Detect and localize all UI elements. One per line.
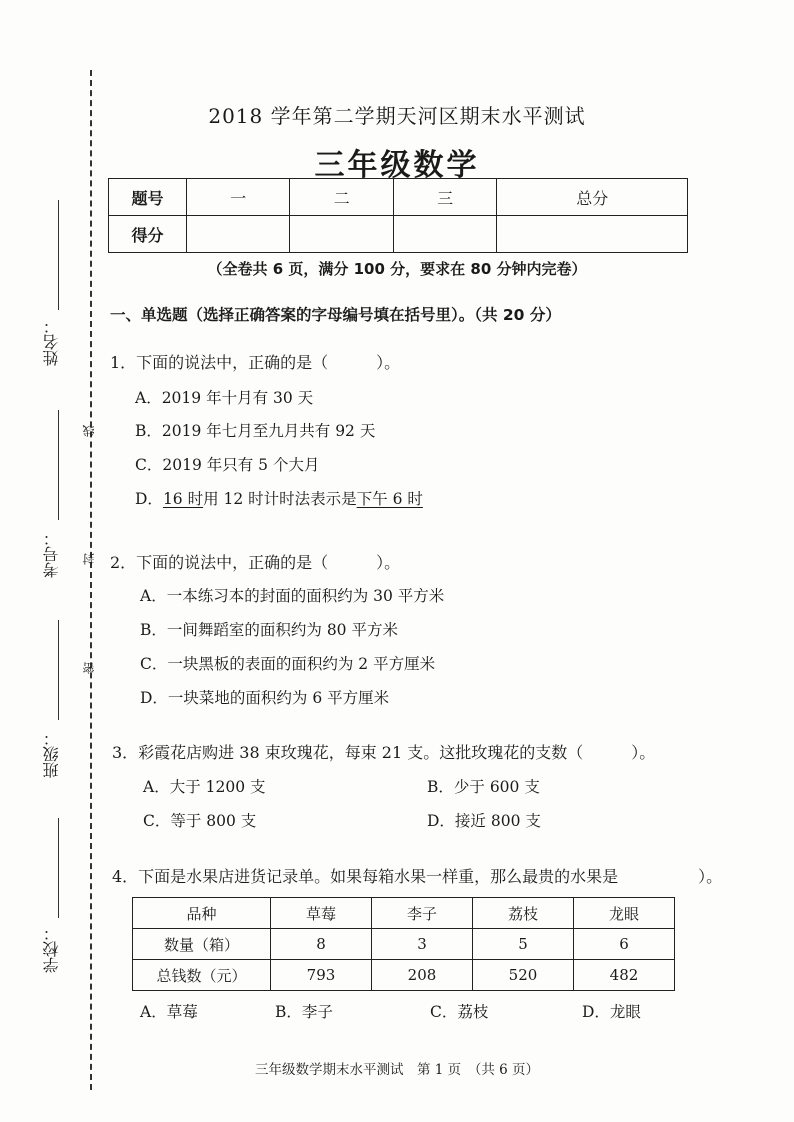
table-cell: 品种 [133,898,271,929]
question-2-option-c: C．一块黑板的表面的面积约为 2 平方厘米 [140,655,436,673]
table-cell: 数量（箱） [133,929,271,960]
seal-mark-feng: 封 [82,553,96,565]
binding-dashed-line [90,70,92,1090]
seal-mark-xian: 线 [82,425,96,437]
option-d-underlined-1: 16 时 [162,490,204,508]
score-cell: 三 [393,179,496,216]
question-3-stem: 3．彩霞花店购进 38 束玫瑰花，每束 21 支。这批玫瑰花的支数（ ）。 [112,743,656,762]
option-d-prefix: D． [135,490,163,508]
question-4-stem: 4．下面是水果店进货记录单。如果每箱水果一样重，那么最贵的水果是 ）。 [112,867,723,886]
table-cell: 草莓 [271,898,372,929]
table-row [133,898,675,929]
score-table [108,178,688,253]
name-label: 姓名： [42,318,61,366]
question-4-option-d: D．龙眼 [582,1003,641,1021]
table-cell: 李子 [372,898,473,929]
score-blank-cell[interactable] [393,216,496,253]
score-cell: 一 [187,179,290,216]
question-1-option-c: C．2019 年只有 5 个大月 [135,456,320,474]
score-cell: 总分 [497,179,688,216]
table-row [133,960,675,991]
table-cell: 3 [372,929,473,960]
question-1-option-a: A．2019 年十月有 30 天 [135,389,314,407]
exam-title: 2018 学年第二学期天河区期末水平测试 [208,104,586,128]
table-cell: 总钱数（元） [133,960,271,991]
score-table-score-row [109,216,688,253]
question-3-option-c: C．等于 800 支 [143,812,257,830]
table-cell: 482 [574,960,675,991]
table-cell: 8 [271,929,372,960]
option-d-underlined-2: 下午 6 时 [356,490,423,508]
school-label: 学校： [42,925,61,973]
question-2-option-b: B．一间舞蹈室的面积约为 80 平方米 [140,621,398,639]
class-label: 班级： [42,730,61,778]
score-blank-cell[interactable] [187,216,290,253]
page-footer: 三年级数学期末水平测试 第 1 页 （共 6 页） [254,1062,540,1078]
table-cell: 520 [473,960,574,991]
table-cell: 208 [372,960,473,991]
question-2-option-a: A．一本练习本的封面的面积约为 30 平方米 [140,587,445,605]
table-cell: 荔枝 [473,898,574,929]
seal-mark-mi: 密 [82,662,96,674]
name-blank-line [58,200,59,310]
table-cell: 6 [574,929,675,960]
table-cell: 5 [473,929,574,960]
table-row [133,929,675,960]
exam-no-blank-line [58,410,59,520]
score-blank-cell[interactable] [497,216,688,253]
question-4-option-a: A．草莓 [140,1003,198,1021]
school-blank-line [58,818,59,918]
score-cell: 二 [290,179,393,216]
score-cell: 题号 [109,179,187,216]
section-heading-1: 一、单选题（选择正确答案的字母编号填在括号里）。（共 20 分） [110,306,561,324]
question-3-option-d: D．接近 800 支 [427,812,541,830]
score-row-label: 得分 [109,216,187,253]
class-blank-line [58,620,59,720]
question-4-option-c: C．荔枝 [430,1003,489,1021]
table-cell: 793 [271,960,372,991]
fruit-record-table [132,897,675,991]
score-blank-cell[interactable] [290,216,393,253]
question-1-option-d [135,487,423,509]
exam-note: （全卷共 6 页，满分 100 分，要求在 80 分钟内完卷） [207,260,587,278]
subject-title: 三年级数学 [314,148,480,183]
question-1-option-b: B．2019 年七月至九月共有 92 天 [135,422,376,440]
question-2-option-d: D．一块菜地的面积约为 6 平方厘米 [140,689,390,707]
question-2-stem: 2．下面的说法中，正确的是（ ）。 [110,553,401,572]
option-d-middle: 用 12 时计时法表示是 [203,490,357,508]
table-cell: 龙眼 [574,898,675,929]
question-3-option-b: B．少于 600 支 [427,778,540,796]
exam-no-label: 考号： [42,530,61,578]
score-table-header-row [109,179,688,216]
question-4-option-b: B．李子 [275,1003,333,1021]
question-3-option-a: A．大于 1200 支 [143,778,266,796]
question-1-stem: 1．下面的说法中，正确的是（ ）。 [110,353,401,372]
